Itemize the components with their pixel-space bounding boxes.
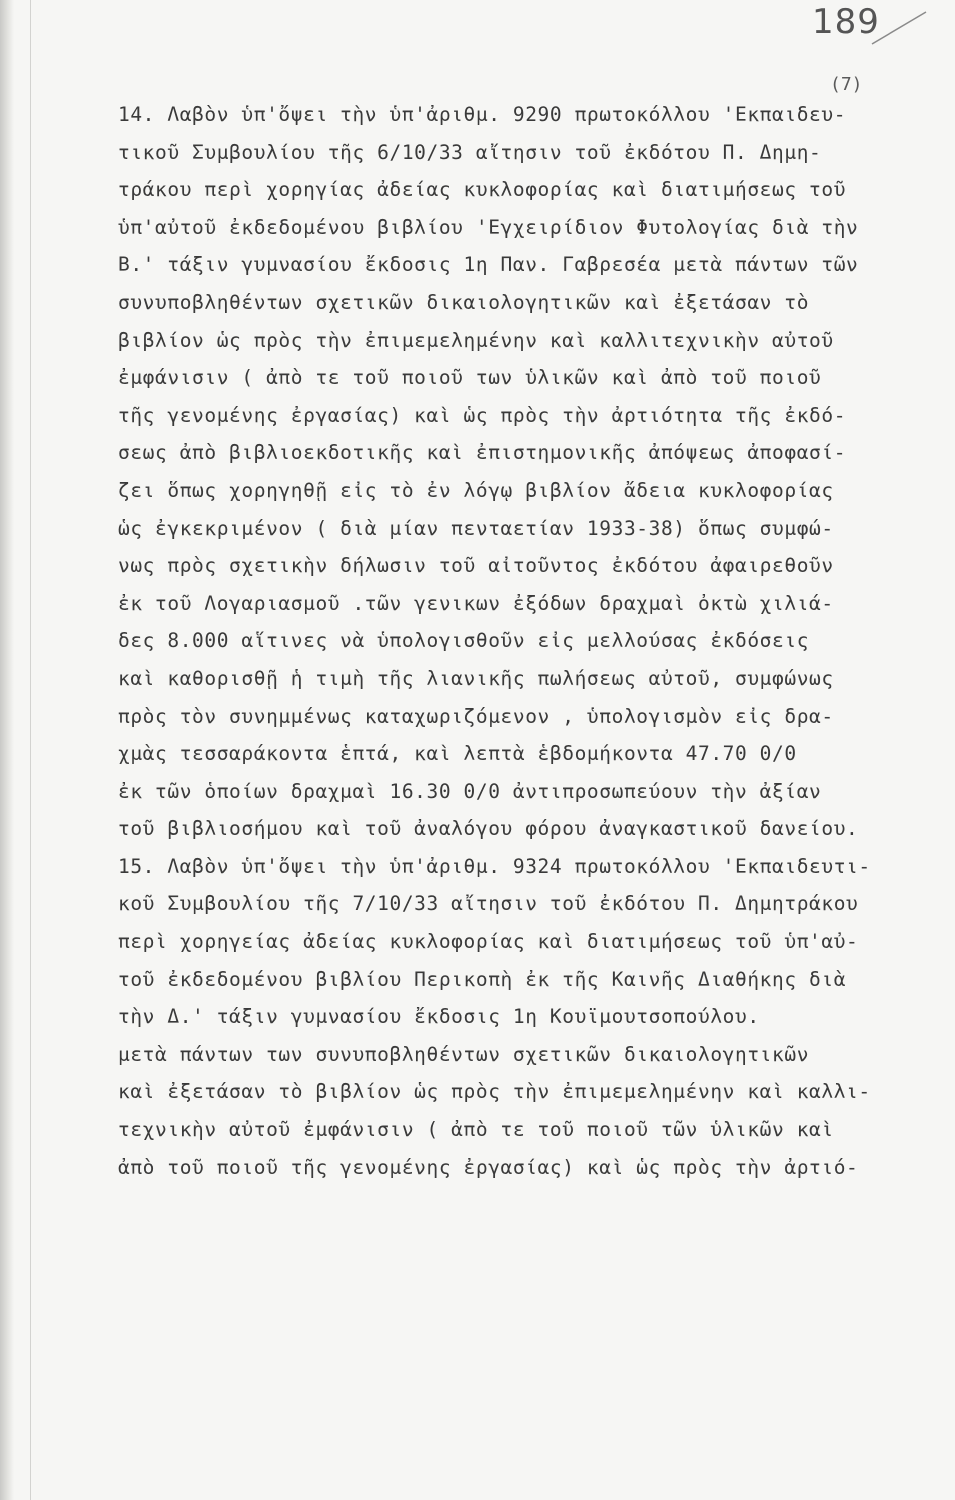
text-line: τικοῦ Συμβουλίου τῆς 6/10/33 αἴτησιν τοῦ ἐκδότου Π. Δημη- (118, 140, 822, 164)
text-line: μετὰ πάντων των συνυποβληθέντων σχετικῶν δικαιολογητικῶν (118, 1042, 810, 1066)
text-line: τῆς γενομένης ἐργασίας) καὶ ὡς πρὸς τὴν ἀρτιότητα τῆς ἐκδό- (118, 403, 847, 427)
text-line: τὴν Δ.' τάξιν γυμνασίου ἔκδοσις 1η Κουϊμουτσοπούλου. (118, 1005, 760, 1029)
text-line: περὶ χορηγείας ἀδείας κυκλοφορίας καὶ διατιμήσεως τοῦ ὑπ'αὐ- (118, 930, 859, 954)
text-line: σεως ἀπὸ βιβλιοεκδοτικῆς καὶ ἐπιστημονικῆς ἀπόψεως ἀποφασί- (118, 441, 847, 465)
text-line: δες 8.000 αἵτινες νὰ ὑπολογισθοῦν εἰς μελλούσας ἐκδόσεις (118, 629, 810, 653)
typewritten-text (118, 96, 950, 1186)
text-line: κοῦ Συμβουλίου τῆς 7/10/33 αἴτησιν τοῦ ἐκδότου Π. Δημητράκου (118, 892, 859, 916)
text-line: 14. Λαβὸν ὑπ'ὄψει τὴν ὑπ'ἀριθμ. 9290 πρωτοκόλλου 'Εκπαιδευ- (118, 103, 847, 126)
text-line: τεχνικὴν αὐτοῦ ἐμφάνισιν ( ἀπὸ τε τοῦ ποιοῦ τῶν ὑλικῶν καὶ (118, 1118, 834, 1142)
text-line: ἐμφάνισιν ( ἀπὸ τε τοῦ ποιοῦ των ὑλικῶν καὶ ἀπὸ τοῦ ποιοῦ (118, 366, 822, 390)
scan-left-edge (0, 0, 14, 1500)
text-line: ἐκ τῶν ὁποίων δραχμαὶ 16.30 0/0 ἀντιπροσωπεύουν τὴν ἀξίαν (118, 779, 822, 803)
text-line: ἐκ τοῦ Λογαριασμοῦ .τῶν γενικων ἐξόδων δραχμαὶ ὀκτὼ χιλιά- (118, 591, 834, 615)
text-line: ἀπὸ τοῦ ποιοῦ τῆς γενομένης ἐργασίας) καὶ ὡς πρὸς τὴν ἀρτιό- (118, 1155, 859, 1179)
text-line: χμὰς τεσσαράκοντα ἑπτά, καὶ λεπτὰ ἑβδομήκοντα 47.70 0/0 (118, 742, 797, 766)
text-line: πρὸς τὸν συνημμένως καταχωριζόμενον , ὑπολογισμὸν εἰς δρα- (118, 704, 834, 728)
text-line: ὑπ'αὐτοῦ ἐκδεδομένου βιβλίου 'Εγχειρίδιον Φυτολογίας διὰ τὴν (118, 215, 859, 239)
text-line: καὶ καθορισθῇ ἡ τιμὴ τῆς λιανικῆς πωλήσεως αὐτοῦ, συμφώνως (118, 666, 834, 690)
text-line: βιβλίον ὡς πρὸς τὴν ἐπιμεμελημένην καὶ καλλιτεχνικὴν αὐτοῦ (118, 328, 834, 352)
text-line: καὶ ἐξετάσαν τὸ βιβλίον ὡς πρὸς τὴν ἐπιμεμελημένην καὶ καλλι- (118, 1080, 871, 1104)
folio-number: 189 (812, 2, 880, 42)
text-line: ὡς ἐγκεκριμένον ( διὰ μίαν πενταετίαν 1933-38) ὅπως συμφώ- (118, 516, 834, 540)
text-line: συνυποβληθέντων σχετικῶν δικαιολογητικῶν καὶ ἐξετάσαν τὸ (118, 290, 810, 314)
binding-rule (30, 0, 31, 1500)
text-line: 15. Λαβὸν ὑπ'ὄψει τὴν ὑπ'ἀριθμ. 9324 πρωτοκόλλου 'Εκπαιδευτι- (118, 854, 871, 878)
text-line: τοῦ ἐκδεδομένου βιβλίου Περικοπὴ ἐκ τῆς Καινῆς Διαθήκης διὰ (118, 967, 847, 991)
text-line: Β.' τάξιν γυμνασίου ἔκδοσις 1η Παν. Γαβρεσέα μετὰ πάντων τῶν (118, 253, 859, 277)
text-line: ζει ὅπως χορηγηθῇ εἰς τὸ ἐν λόγῳ βιβλίον ἄδεια κυκλοφορίας (118, 478, 834, 502)
text-line: νως πρὸς σχετικὴν δήλωσιν τοῦ αἰτοῦντος ἐκδότου ἀφαιρεθοῦν (118, 554, 834, 578)
text-line: τοῦ βιβλιοσήμου καὶ τοῦ ἀναλόγου φόρου ἀναγκαστικοῦ δανείου. (118, 817, 859, 841)
page-number: (7) (830, 74, 863, 95)
folio-slash-mark (870, 8, 930, 48)
text-line: τράκου περὶ χορηγίας ἀδείας κυκλοφορίας καὶ διατιμήσεως τοῦ (118, 178, 847, 202)
